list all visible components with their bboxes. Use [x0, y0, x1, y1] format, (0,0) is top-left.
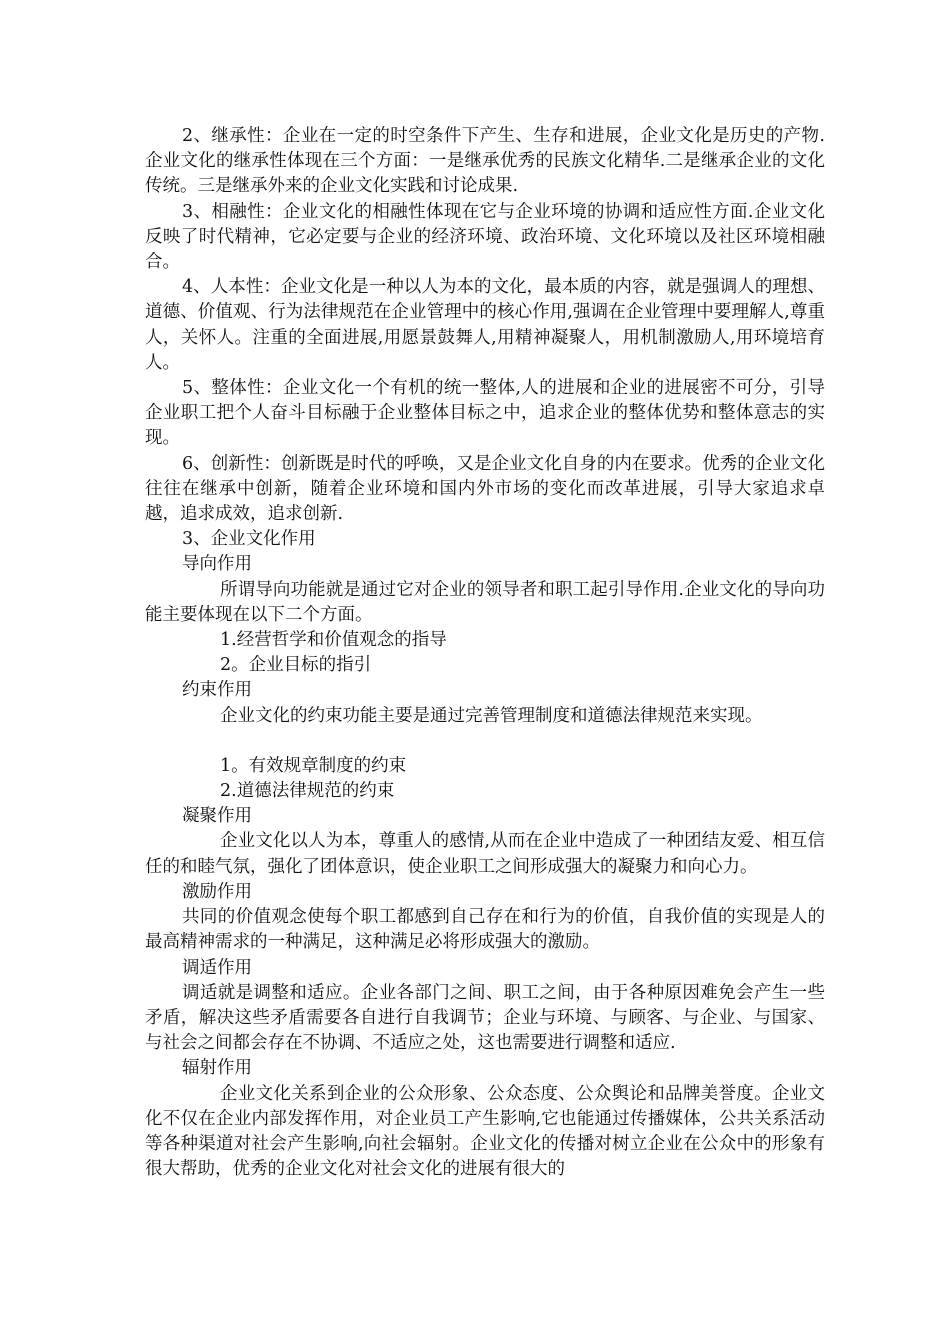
paragraph-integrity: 5、整体性：企业文化一个有机的统一整体,人的进展和企业的进展密不可分，引导企业职工把个人奋斗目标融于企业整体目标之中，追求企业的整体优势和整体意志的实现。: [145, 378, 825, 449]
section-heading-functions: 3、企业文化作用: [182, 529, 316, 550]
list-item-guidance-2: 2。企业目标的指引: [220, 655, 372, 676]
list-item-guidance-1: 1.经营哲学和价值观念的指导: [220, 630, 447, 651]
blank-line: [145, 729, 825, 754]
document-body: [145, 124, 825, 1182]
subheading-adjustment: 调适作用: [182, 957, 252, 978]
paragraph-innovation: 6、创新性：创新既是时代的呼唤，又是企业文化自身的内在要求。优秀的企业文化往往在继承中创新，随着企业环境和国内外市场的变化而改革进展，引导大家追求卓越，追求成效，追求创新.: [145, 453, 825, 525]
subheading-guidance: 导向作用: [182, 554, 252, 575]
subheading-cohesion: 凝聚作用: [182, 806, 252, 827]
paragraph-compatibility: 3、相融性：企业文化的相融性体现在它与企业环境的协调和适应性方面.企业文化反映了时代精神，它必定要与企业的经济环境、政治环境、文化环境以及社区环境相融合。: [145, 201, 825, 273]
paragraph-cohesion: 企业文化以人为本，尊重人的感情,从而在企业中造成了一种团结友爱、相互信任的和睦气氛，强化了团体意识，使企业职工之间形成强大的凝聚力和向心力。: [145, 831, 825, 877]
paragraph-humanism: 4、人本性：企业文化是一种以人为本的文化，最本质的内容，就是强调人的理想、道德、价值观、行为法律规范在企业管理中的核心作用,强调在企业管理中要理解人,尊重人，关怀人。注重的全面进展,用愿景鼓舞人,用精神凝聚人，用机制激励人,用环境培育人。: [145, 277, 825, 373]
list-item-constraint-1: 1。有效规章制度的约束: [220, 755, 407, 776]
list-item-constraint-2: 2.道德法律规范的约束: [220, 781, 395, 802]
paragraph-guidance: 所谓导向功能就是通过它对企业的领导者和职工起引导作用.企业文化的导向功能主要体现在以下二个方面。: [145, 579, 825, 625]
paragraph-inheritance: 2、继承性：企业在一定的时空条件下产生、生存和进展，企业文化是历史的产物.企业文化的继承性体现在三个方面：一是继承优秀的民族文化精华.二是继承企业的文化传统。三是继承外来的企业文化实践和讨论成果.: [145, 126, 825, 197]
subheading-motivation: 激励作用: [182, 881, 252, 902]
paragraph-constraint: 企业文化的约束功能主要是通过完善管理制度和道德法律规范来实现。: [220, 705, 763, 726]
subheading-radiation: 辐射作用: [182, 1058, 252, 1079]
subheading-constraint: 约束作用: [182, 680, 252, 701]
paragraph-motivation: 共同的价值观念使每个职工都感到自己存在和行为的价值，自我价值的实现是人的最高精神需求的一种满足，这种满足必将形成强大的激励。: [145, 907, 825, 953]
paragraph-adjustment: 调适就是调整和适应。企业各部门之间、职工之间，由于各种原因难免会产生一些矛盾，解决这些矛盾需要各自进行自我调节；企业与环境、与顾客、与企业、与国家、与社会之间都会存在不协调、不适应之处，这也需要进行调整和适应.: [145, 982, 825, 1054]
paragraph-radiation: 企业文化关系到企业的公众形象、公众态度、公众舆论和品牌美誉度。企业文化不仅在企业内部发挥作用，对企业员工产生影响,它也能通过传播媒体，公共关系活动等各种渠道对社会产生影响,向社会辐射。企业文化的传播对树立企业在公众中的形象有很大帮助，优秀的企业文化对社会文化的进展有很大的: [145, 1083, 825, 1180]
